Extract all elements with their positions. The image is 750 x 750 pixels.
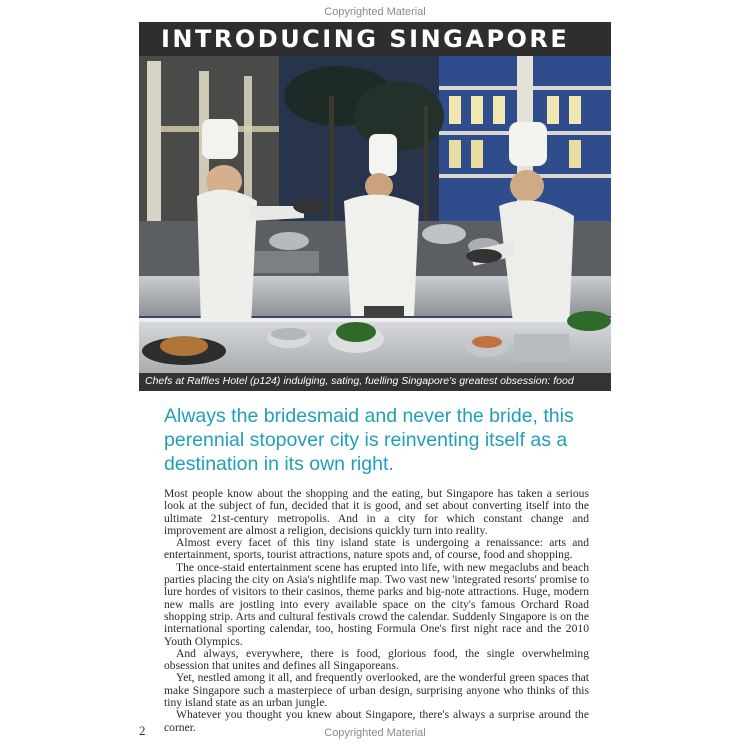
body-text (164, 488, 589, 734)
body-paragraph: The once-staid entertainment scene has erupted into life, with new megaclubs and beach parties placing the city on Asia's nightlife map. Two vast new 'integrated resorts' promise to lure hordes of visitors to their casinos, theme parks and big-note attractions. Huge, modern new malls are jostling into every available space on the city's famous Orchard Road shopping strip. Arts and cultural festivals crowd the calendar. Suddenly Singapore is on the international sporting calendar, too, hosting Formula One's first night race and the 2010 Youth Olympics. (164, 560, 589, 648)
chapter-title: INTRODUCING SINGAPORE (161, 25, 570, 53)
body-paragraph: Most people know about the shopping and the eating, but Singapore has taken a serious look at the subject of fun, decided that it is good, and set about converting itself into the ultimate 21st-century metropolis. And in a city for which constant change and improvement are almost a religion, decisions quickly turn into reality. (164, 487, 589, 537)
body-paragraph: Whatever you thought you knew about Singapore, there's always a surprise around the corner. (164, 708, 589, 734)
chefs-photo-illustration (139, 56, 611, 391)
body-paragraph: Almost every facet of this tiny island state is undergoing a renaissance: arts and entertainment, sports, tourist attractions, nature spots and, of course, food and shopping. (164, 536, 589, 562)
photo-caption-bar (139, 373, 611, 391)
copyright-watermark-bottom: Copyrighted Material (324, 727, 426, 739)
intro-standfirst: Always the bridesmaid and never the bride, this perennial stopover city is reinventing itself as a destination in its own right. (164, 405, 574, 475)
chapter-banner (139, 22, 611, 56)
body-paragraph: And always, everywhere, there is food, glorious food, the single overwhelming obsession that unites and defines all Singaporeans. (164, 646, 589, 673)
copyright-watermark-top: Copyrighted Material (324, 6, 426, 18)
page-number: 2 (139, 723, 146, 738)
body-paragraph: Yet, nestled among it all, and frequently overlooked, are the wonderful green spaces that make Singapore such a masterpiece of urban design, surprising anyone who thinks of this tiny island state as an urban jungle. (164, 671, 589, 710)
photo-caption: Chefs at Raffles Hotel (p124) indulging, sating, fuelling Singapore's greatest obsession: food (145, 375, 574, 387)
chefs-photo (139, 56, 611, 391)
